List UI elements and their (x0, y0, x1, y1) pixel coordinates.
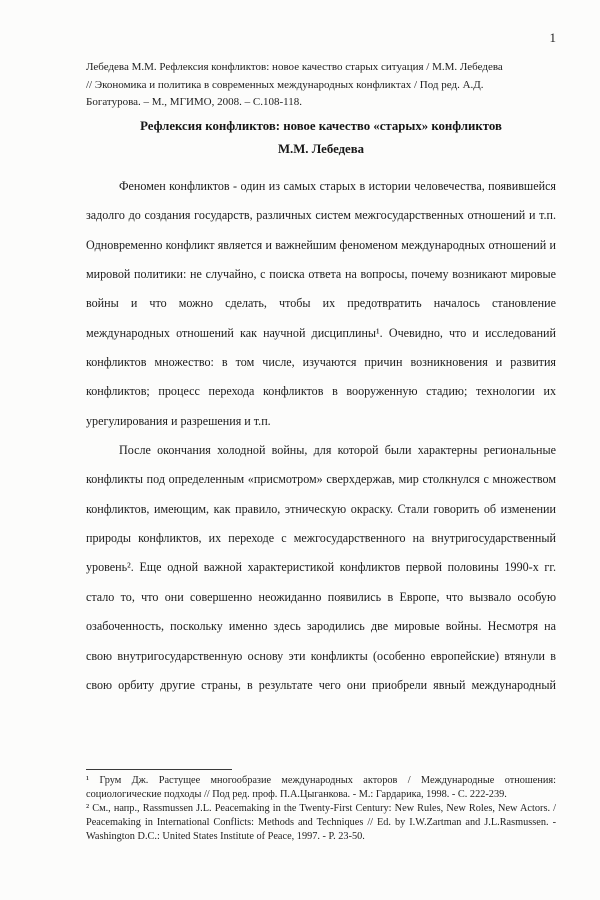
citation-line: Богатурова. – М., МГИМО, 2008. – С.108-118. (86, 96, 302, 108)
article-title: Рефлексия конфликтов: новое качество «старых» конфликтов (140, 119, 502, 133)
body-paragraph: Феномен конфликтов - один из самых старых в истории человечества, появившейся задолго до создания государств, различных систем межгосударственных отношений и т.п. Одновременно конфликт является и важнейшим феноменом международных отношений и мировой политики: не случайно, с поиска ответа на вопросы, почему возникают мировые войны и что можно сделать, чтобы их предотвратить началось становление международных отношений как научной дисциплины¹. Очевидно, что и исследований конфликтов множество: в том числе, изучаются причин возникновения и развития конфликтов; процесс перехода конфликтов в вооруженную стадию; технологии их урегулирования и разрешения и т.п. (86, 179, 556, 428)
footnote-separator (86, 769, 232, 770)
footnote: ² См., напр., Rassmussen J.L. Peacemaking in the Twenty-First Century: New Rules, New Roles, New Actors. / Peacemaking in International Conflicts: Methods and Techniques // Ed. by I.W.Zartman and J.L.Rasmussen. - Washington D.C.: United States Institute of Peace, 1997. - P. 23-50. (86, 802, 556, 842)
body-paragraph: После окончания холодной войны, для которой были характерны региональные конфликты под определенным «присмотром» сверхдержав, мир столкнулся с множеством конфликтов, имеющим, как правило, этническую окраску. Стали говорить об изменении природы конфликтов, их переходе с межгосударственного на внутригосударственный уровень². Еще одной важной характеристикой конфликтов первой половины 1990-х гг. стало то, что они совершенно неожиданно появились в Европе, что вызвало особую озабоченность, поскольку именно здесь зародились две мировые войны. Несмотря на свою внутригосударственную основу эти конфликты (особенно европейские) втянули в свою орбиту другие страны, в результате чего они приобрели явный международный (86, 443, 556, 692)
citation-line: // Экономика и политика в современных международных конфликтах / Под ред. А.Д. (86, 78, 484, 91)
article-author: М.М. Лебедева (277, 142, 365, 156)
body-text (86, 172, 556, 700)
citation-block (86, 59, 556, 112)
page-number: 1 (549, 30, 556, 45)
footnotes-block (86, 774, 556, 844)
footnote: ¹ Грум Дж. Растущее многообразие международных акторов / Международные отношения: социологические подходы // Под ред. проф. П.А.Цыганкова. - М.: Гардарика, 1998. - С. 222-239. (86, 775, 556, 800)
citation-line: Лебедева М.М. Рефлексия конфликтов: новое качество старых ситуация / М.М. Лебедева (86, 61, 503, 73)
